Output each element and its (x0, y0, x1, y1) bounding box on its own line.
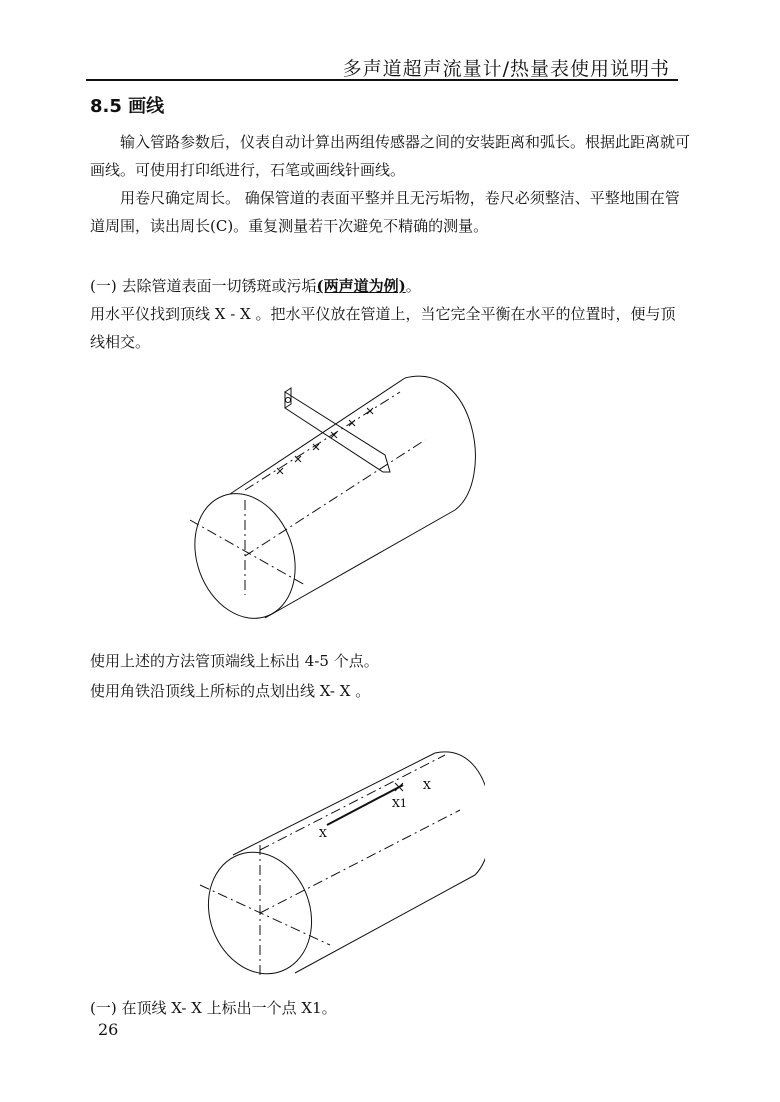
label-x1: X1 (392, 797, 407, 810)
header-title: 多声道超声流量计/热量表使用说明书 (342, 58, 670, 80)
step1-heading (90, 275, 421, 296)
pipe2-horizontal-axis (200, 885, 330, 945)
pipe2-top-line (260, 755, 445, 850)
section-title: 8.5 画线 (90, 96, 165, 117)
figure-pipe-with-level (185, 370, 485, 630)
pipe2-center-axis (260, 810, 460, 913)
after-figure1-line2: 使用角铁沿顶线上所标的点划出线 X- X 。 (90, 682, 371, 700)
step1-suffix: 。 (405, 277, 421, 295)
pipe-front-ellipse (185, 479, 312, 630)
front-horizontal-axis (190, 520, 305, 585)
figure-pipe-x1-mark (195, 745, 485, 985)
header-rule (86, 79, 678, 81)
paragraph-install-distance: 输入管路参数后，仪表自动计算出两组传感器之间的安装距离和弧长。根据此距离就可画线。可使用打印纸进行，石笔或画线针画线。 (90, 133, 691, 179)
pipe-bottom-edge (265, 510, 455, 618)
step1-prefix: (一) 去除管道表面一切锈斑或污垢 (90, 277, 317, 295)
step2-text: (一) 在顶线 X- X 上标出一个点 X1。 (90, 999, 337, 1017)
paragraph-circumference: 用卷尺确定周长。 确保管道的表面平整并且无污垢物，卷尺必须整洁、平整地围在管道周围，读出周长(C)。重复测量若干次避免不精确的测量。 (90, 189, 680, 235)
label-x-right: X (423, 779, 431, 792)
pipe2-bottom-edge (295, 875, 475, 973)
top-line-xx (245, 392, 400, 490)
page-number: 26 (98, 1020, 119, 1039)
pipe-center-axis (245, 440, 425, 556)
x-mark-5 (349, 420, 355, 426)
x-mark-6 (367, 408, 373, 414)
x-mark-1 (277, 468, 283, 474)
after-figure1-line1: 使用上述的方法管顶端线上标出 4-5 个点。 (90, 652, 379, 670)
level-bubble (286, 398, 291, 403)
pipe2-back-arc (435, 752, 485, 875)
pipe2-front-ellipse (195, 838, 328, 985)
x1-cross-mark (395, 783, 403, 791)
pipe-top-edge (230, 378, 405, 494)
step1-text: 用水平仪找到顶线 X - X 。把水平仪放在管道上，当它完全平衡在水平的位置时，便与顶线相交。 (90, 305, 676, 351)
pipe-back-arc (405, 376, 475, 510)
label-x-left: X (319, 827, 327, 840)
step1-emphasis: (两声道为例) (316, 277, 406, 295)
